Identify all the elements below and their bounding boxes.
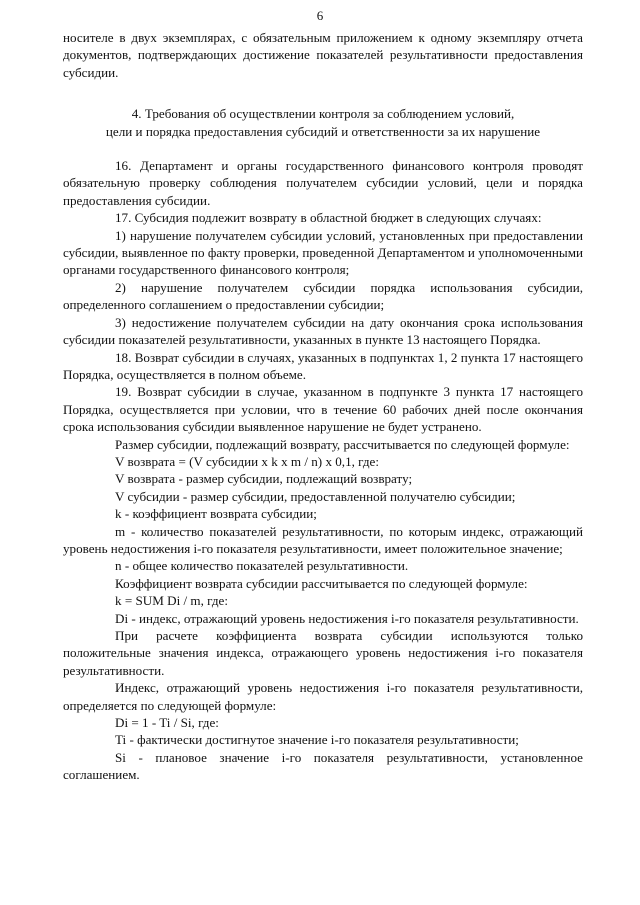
paragraph-19: 19. Возврат субсидии в случае, указанном в подпункте 3 пункта 17 настоящего Порядка, осуществляется при условии, что в течение 60 рабочих дней после окончания срока использования субсидии выявленное нарушение не будет устранено. bbox=[63, 384, 583, 435]
definition-si: Si - плановое значение i-го показателя результативности, установленное соглашением. bbox=[63, 749, 583, 783]
index-intro: Индекс, отражающий уровень недостижения i-го показателя результативности, определяется по следующей формуле: bbox=[63, 680, 583, 713]
formula-k: k = SUM Di / m, где: bbox=[115, 593, 228, 609]
definition-v-return: V возврата - размер субсидии, подлежащий возврату; bbox=[115, 471, 413, 487]
document-body bbox=[63, 29, 583, 784]
definition-m: m - количество показателей результативности, по которым индекс, отражающий уровень недостижения i-го показателя результативности, имеет положительное значение; bbox=[63, 523, 583, 556]
coefficient-intro: Коэффициент возврата субсидии рассчитывается по следующей формуле: bbox=[115, 575, 528, 591]
intro-paragraph: носителе в двух экземплярах, с обязательным приложением к одному экземпляру отчета документов, подтверждающих достижение показателей результативности предоставления субсидии. bbox=[63, 30, 583, 80]
paragraph-17-item-1: 1) нарушение получателем субсидии условий, установленных при предоставлении субсидии, выявленное по факту проверки, проведенной Департаментом и уполномоченными органами государственного финансового контроля; bbox=[63, 227, 583, 278]
paragraph-17: 17. Субсидия подлежит возврату в областной бюджет в следующих случаях: bbox=[115, 210, 542, 226]
formula-di: Di = 1 - Ti / Si, где: bbox=[115, 715, 219, 731]
section-heading-line-2: цели и порядка предоставления субсидий и ответственности за их нарушение bbox=[105, 123, 541, 139]
paragraph-16: 16. Департамент и органы государственного финансового контроля проводят обязательную проверку соблюдения получателем субсидии условий, цели и порядка предоставления субсидии. bbox=[63, 158, 583, 208]
section-heading-line-1: 4. Требования об осуществлении контроля за соблюдением условий, bbox=[131, 106, 515, 122]
paragraph-17-item-3: 3) недостижение получателем субсидии на дату окончания срока использования субсидии показателей результативности, указанных в пункте 13 настоящего Порядка. bbox=[63, 314, 583, 348]
paragraph-18: 18. Возврат субсидии в случаях, указанных в подпунктах 1, 2 пункта 17 настоящего Порядка, осуществляется в полном объеме. bbox=[63, 349, 583, 382]
positive-values-note: При расчете коэффициента возврата субсидии используются только положительные значения индекса, отражающего уровень недостижения i-го показателя результативности. bbox=[63, 628, 583, 678]
refund-size-intro: Размер субсидии, подлежащий возврату, рассчитывается по следующей формуле: bbox=[115, 436, 570, 452]
definition-ti: Ti - фактически достигнутое значение i-го показателя результативности; bbox=[115, 732, 519, 748]
definition-n: n - общее количество показателей результативности. bbox=[115, 558, 409, 574]
definition-v-subsidy: V субсидии - размер субсидии, предоставленной получателю субсидии; bbox=[115, 488, 516, 504]
page-number: 6 bbox=[316, 8, 324, 23]
definition-k: k - коэффициент возврата субсидии; bbox=[115, 506, 317, 522]
paragraph-17-item-2: 2) нарушение получателем субсидии порядка использования субсидии, определенного соглашением о предоставлении субсидии; bbox=[63, 279, 583, 313]
definition-di: Di - индекс, отражающий уровень недостижения i-го показателя результативности. bbox=[115, 610, 579, 626]
formula-v-return: V возврата = (V субсидии x k x m / n) x 0,1, где: bbox=[115, 453, 380, 469]
